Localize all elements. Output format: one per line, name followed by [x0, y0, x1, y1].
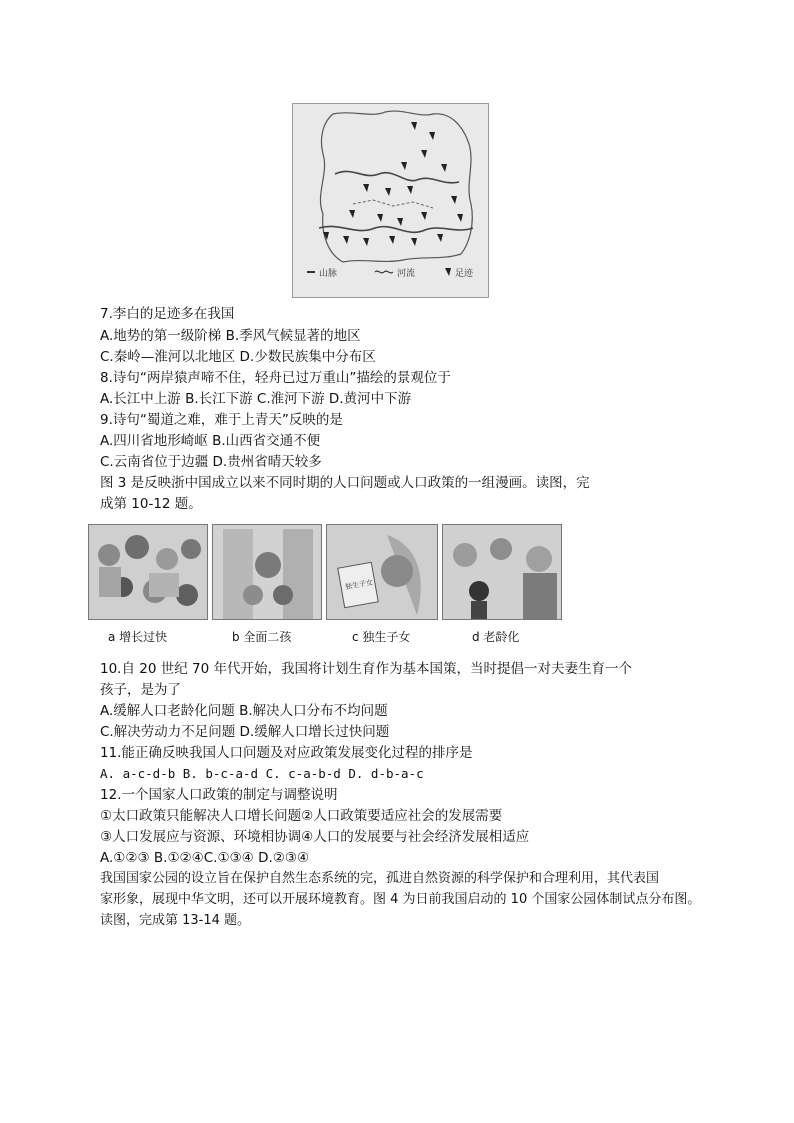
- footprint-mark: [437, 234, 443, 242]
- river-icon: [375, 271, 393, 273]
- q11-options: A. a-c-d-b B. b-c-a-d C. c-a-b-d D. d-b-a-c: [100, 766, 424, 781]
- yangtze-river-line: [319, 226, 473, 232]
- child-head: [273, 585, 293, 605]
- mountain-line: [353, 200, 433, 208]
- comic-panel-a: [88, 524, 208, 620]
- person-head: [125, 535, 149, 559]
- comic-panel-b: [212, 524, 322, 620]
- child-head: [255, 552, 281, 578]
- footprint-mark: [421, 150, 427, 158]
- policy-book-text: 独生子女: [344, 578, 374, 592]
- figure4-intro-line3: 读图，完成第 13-14 题。: [100, 913, 251, 928]
- q10-stem-line1: 10.自 20 世纪 70 年代开始，我国将计划生育作为基本国策，当时提倡一对夫妻生育一个: [100, 661, 632, 677]
- q9-options-cd: C.云南省位于边疆 D.贵州省晴天较多: [100, 454, 322, 470]
- q7-options-cd: C.秦岭—淮河以北地区 D.少数民族集中分布区: [100, 349, 376, 365]
- person-body: [149, 573, 179, 597]
- legend-label-footprint: 足迹: [455, 269, 474, 279]
- person-head: [181, 539, 201, 559]
- child-head: [243, 585, 263, 605]
- footprint-mark: [343, 236, 349, 244]
- legend-label-mountain: 山脉: [319, 269, 338, 279]
- q12-statements-1-2: ①太口政策只能解决人口增长问题②人口政策要适应社会的发展需要: [100, 808, 503, 824]
- footprint-mark: [389, 236, 395, 244]
- one-child-illustration: [327, 525, 438, 620]
- aging-illustration: [443, 525, 562, 620]
- yellow-river-line: [335, 171, 459, 182]
- comic-caption-c: c 独生子女: [352, 630, 411, 644]
- footprint-mark: [401, 162, 407, 170]
- elder-body: [523, 573, 557, 620]
- figure4-intro-line1: 我国国家公园的设立旨在保护自然生态系统的完，孤进自然资源的科学保护和合理利用，其代表国: [100, 871, 660, 886]
- elder-head: [453, 543, 477, 567]
- q8-stem: 8.诗句“两岸猿声啼不住，轻舟已过万重山”描绘的景观位于: [100, 370, 451, 386]
- comic-caption-b: b 全面二孩: [232, 630, 292, 644]
- border-line: [320, 111, 472, 262]
- footprint-mark: [421, 212, 427, 220]
- footprint-mark: [451, 196, 457, 204]
- q10-options-ab: A.缓解人口老龄化问题 B.解决人口分布不均问题: [100, 703, 388, 719]
- q7-options-ab: A.地势的第一级阶梯 B.季风气候显著的地区: [100, 328, 361, 344]
- q10-options-cd: C.解决劳动力不足问题 D.缓解人口增长过快问题: [100, 724, 390, 740]
- comic-caption-d: d 老龄化: [472, 630, 520, 644]
- q12-statements-3-4: ③人口发展应与资源、环境相协调④人口的发展要与社会经济发展相适应: [100, 829, 530, 845]
- footprint-mark: [411, 122, 417, 130]
- footprint-mark: [377, 214, 383, 222]
- q12-options: A.①②③ B.①②④C.①③④ D.②③④: [100, 850, 310, 866]
- q11-stem: 11.能正确反映我国人口问题及对应政策发展变化过程的排序是: [100, 745, 473, 761]
- child-body: [471, 601, 487, 620]
- parent-figure: [223, 529, 253, 619]
- map-drawing: [293, 104, 488, 297]
- parent-figure: [283, 529, 313, 619]
- q10-stem-line2: 孩子，是为了: [100, 682, 181, 698]
- q12-stem: 12.一个国家人口政策的制定与调整说明: [100, 787, 338, 803]
- comic-panel-d: [442, 524, 562, 620]
- footprint-mark: [397, 218, 403, 226]
- footprint-mark: [363, 238, 369, 246]
- child-head: [381, 555, 413, 587]
- q9-options-ab: A.四川省地形崎岖 B.山西省交通不便: [100, 433, 321, 449]
- q9-stem: 9.诗句“蜀道之难，难于上青天”反映的是: [100, 412, 343, 428]
- map-legend: [307, 267, 474, 279]
- footprint-mark: [363, 184, 369, 192]
- child-head: [469, 581, 489, 601]
- elder-head: [490, 538, 512, 560]
- elder-head: [526, 546, 552, 572]
- q8-options: A.长江中上游 B.长江下游 C.淮河下游 D.黄河中下游: [100, 391, 412, 407]
- population-comic-strip: [88, 524, 562, 620]
- comic-panel-c: [326, 524, 438, 620]
- crowd-illustration: [89, 525, 208, 620]
- person-head: [98, 544, 120, 566]
- figure3-intro-line2: 成第 10-12 题。: [100, 496, 202, 512]
- person-head: [156, 548, 178, 570]
- q7-stem: 7.李白的足迹多在我国: [100, 306, 235, 322]
- footprint-mark: [385, 188, 391, 196]
- footprint-mark: [407, 186, 413, 194]
- figure4-intro-line2: 家形象，展现中华文明，还可以开展环境教育。图 4 为日前我国启动的 10 个国家公园体制试点分布图。: [100, 892, 701, 907]
- footprint-mark: [441, 164, 447, 172]
- footprint-mark: [349, 210, 355, 218]
- two-children-illustration: [213, 525, 322, 620]
- person-head: [176, 584, 198, 606]
- person-body: [99, 567, 121, 597]
- legend-label-river: 河流: [397, 269, 416, 279]
- li-bai-footprint-map: [292, 103, 489, 298]
- footprint-mark: [411, 238, 417, 246]
- footprint-mark: [429, 132, 435, 140]
- footprint-icon: [445, 268, 451, 276]
- comic-caption-a: a 增长过快: [108, 630, 168, 644]
- figure3-intro-line1: 图 3 是反映浙中国成立以来不同时期的人口问题或人口政策的一组漫画。读图，完: [100, 475, 590, 491]
- footprint-mark: [457, 214, 463, 222]
